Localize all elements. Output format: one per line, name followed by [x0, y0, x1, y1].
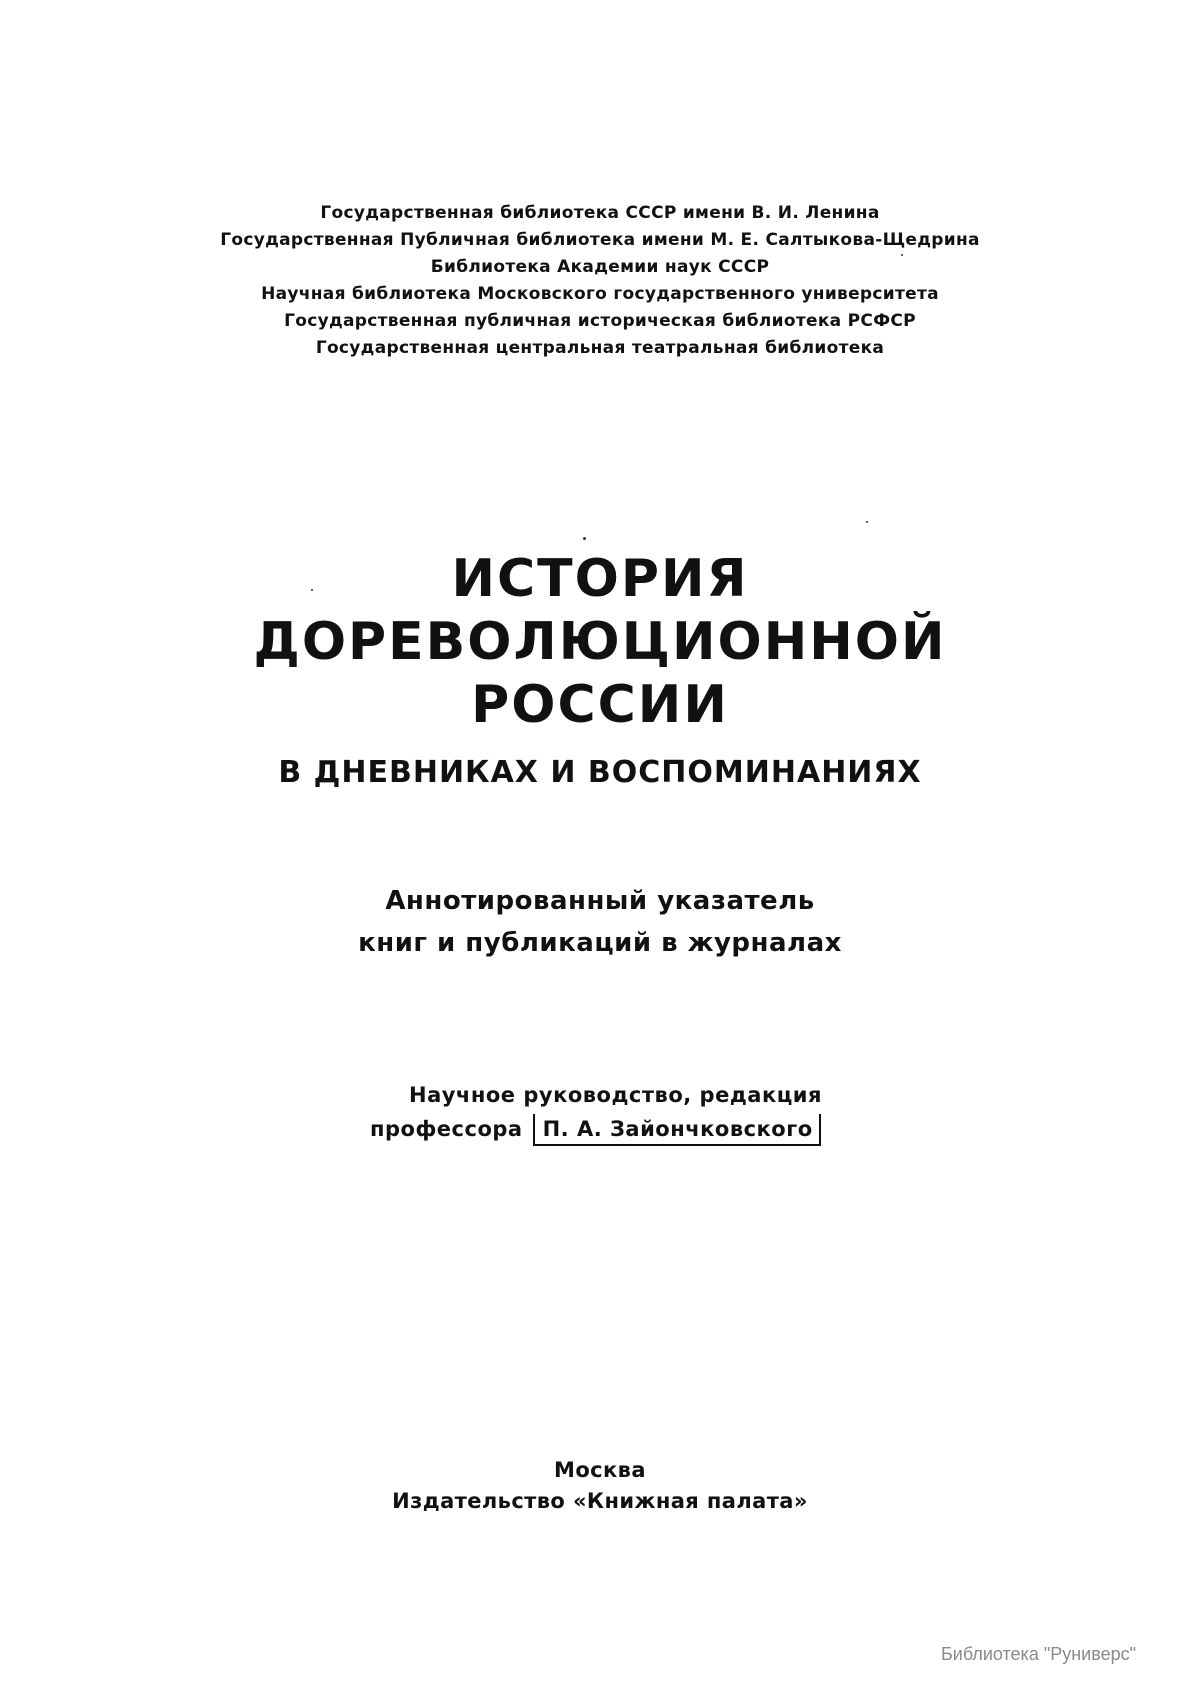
editor-prefix: профессора — [370, 1117, 523, 1141]
scan-speck — [901, 254, 903, 256]
institution-line: Государственная центральная театральная библиотека — [315, 338, 885, 358]
annotation-line-2: книг и публикаций в журналах — [358, 928, 842, 958]
editor-role: Научное руководство, редакция — [409, 1083, 822, 1107]
scan-speck — [866, 521, 868, 523]
title-line-3: РОССИИ — [471, 675, 729, 735]
title-line-1: ИСТОРИЯ — [451, 549, 749, 609]
institutions-list — [150, 200, 1050, 362]
institution-line: Государственная публичная историческая библиотека РСФСР — [284, 311, 916, 331]
institution-line: Государственная библиотека СССР имени В. И. Ленина — [320, 203, 880, 223]
institution-line: Государственная Публичная библиотека имени М. Е. Салтыкова-Щедрина — [220, 230, 980, 250]
library-watermark: Библиотека "Руниверс" — [940, 1644, 1136, 1664]
title-line-2: ДОРЕВОЛЮЦИОННОЙ — [253, 612, 947, 672]
annotation-line-1: Аннотированный указатель — [385, 886, 815, 916]
scan-speck — [311, 589, 313, 591]
book-subtitle: В ДНЕВНИКАХ И ВОСПОМИНАНИЯХ — [278, 755, 922, 790]
editor-name: П. А. Зайончковского — [542, 1117, 813, 1141]
editor-name-frame — [533, 1114, 821, 1146]
institution-line: Научная библиотека Московского государственного университета — [261, 284, 939, 304]
publisher-city: Москва — [554, 1458, 646, 1482]
publisher-name: Издательство «Книжная палата» — [392, 1489, 808, 1513]
publisher-imprint — [250, 1455, 950, 1517]
editor-line — [370, 1112, 850, 1146]
scan-speck — [583, 537, 586, 540]
annotation-text — [150, 880, 1050, 964]
editor-credit — [370, 1078, 850, 1146]
institution-line: Библиотека Академии наук СССР — [430, 257, 770, 277]
book-title — [100, 548, 1100, 791]
